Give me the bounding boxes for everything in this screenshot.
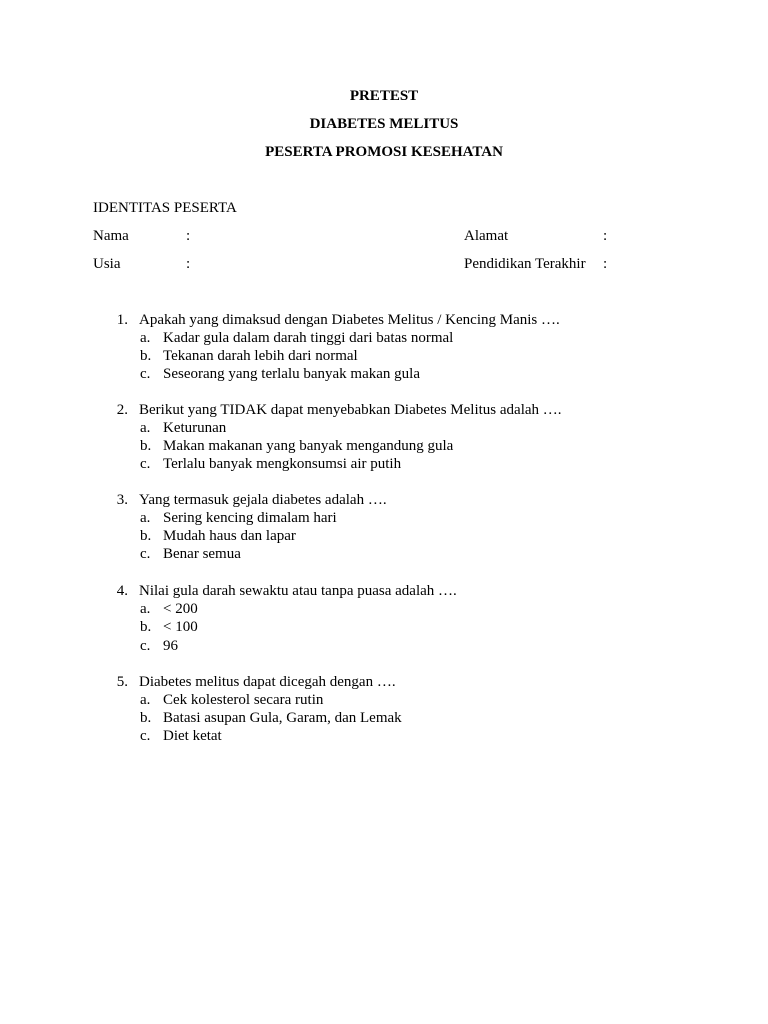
question-text: Apakah yang dimaksud dengan Diabetes Melitus / Kencing Manis ….	[139, 312, 560, 328]
option-text: Benar semua	[163, 546, 241, 562]
option-letter: a.	[140, 420, 151, 436]
option-letter: b.	[140, 438, 152, 454]
doc-title: PRETEST	[349, 88, 419, 104]
doc-subtitle: DIABETES MELITUS	[309, 116, 459, 132]
option-letter: c.	[140, 728, 151, 744]
option-text: Sering kencing dimalam hari	[163, 510, 337, 526]
option-text: 96	[163, 638, 178, 654]
question-number: 2.	[116, 402, 128, 418]
field-label-usia: Usia	[93, 256, 121, 272]
option-letter: b.	[140, 619, 152, 635]
option-text: Batasi asupan Gula, Garam, dan Lemak	[163, 710, 402, 726]
option-letter: b.	[140, 710, 152, 726]
field-label-alamat: Alamat	[464, 228, 509, 244]
option-letter: a.	[140, 510, 151, 526]
field-colon-pendidikan: :	[603, 256, 608, 272]
question-number: 5.	[116, 674, 128, 690]
option-text: Terlalu banyak mengkonsumsi air putih	[163, 456, 402, 472]
option-text: Mudah haus dan lapar	[163, 528, 296, 544]
question-text: Berikut yang TIDAK dapat menyebabkan Diabetes Melitus adalah ….	[139, 402, 562, 418]
question-number: 3.	[116, 492, 128, 508]
question-text: Yang termasuk gejala diabetes adalah ….	[139, 492, 387, 508]
field-colon-alamat: :	[603, 228, 608, 244]
option-letter: c.	[140, 546, 151, 562]
option-text: < 200	[163, 601, 198, 617]
question-number: 4.	[116, 583, 128, 599]
option-letter: a.	[140, 692, 151, 708]
question-text: Diabetes melitus dapat dicegah dengan ….	[139, 674, 396, 690]
question-text: Nilai gula darah sewaktu atau tanpa puasa adalah ….	[139, 583, 457, 599]
option-letter: c.	[140, 456, 151, 472]
option-text: Keturunan	[163, 420, 227, 436]
option-text: < 100	[163, 619, 198, 635]
field-label-nama: Nama	[93, 228, 129, 244]
option-text: Seseorang yang terlalu banyak makan gula	[163, 366, 420, 382]
identity-heading: IDENTITAS PESERTA	[93, 200, 237, 216]
option-text: Makan makanan yang banyak mengandung gula	[163, 438, 454, 454]
field-colon-usia: :	[186, 256, 191, 272]
field-colon-nama: :	[186, 228, 191, 244]
field-label-pendidikan: Pendidikan Terakhir	[464, 256, 586, 272]
option-letter: b.	[140, 348, 152, 364]
question-number: 1.	[116, 312, 128, 328]
doc-subtitle-2: PESERTA PROMOSI KESEHATAN	[265, 144, 503, 160]
option-letter: a.	[140, 330, 151, 346]
option-letter: a.	[140, 601, 151, 617]
option-letter: b.	[140, 528, 152, 544]
option-letter: c.	[140, 366, 151, 382]
option-text: Tekanan darah lebih dari normal	[163, 348, 358, 364]
option-letter: c.	[140, 638, 151, 654]
option-text: Diet ketat	[163, 728, 222, 744]
option-text: Cek kolesterol secara rutin	[163, 692, 324, 708]
option-text: Kadar gula dalam darah tinggi dari batas normal	[163, 330, 454, 346]
